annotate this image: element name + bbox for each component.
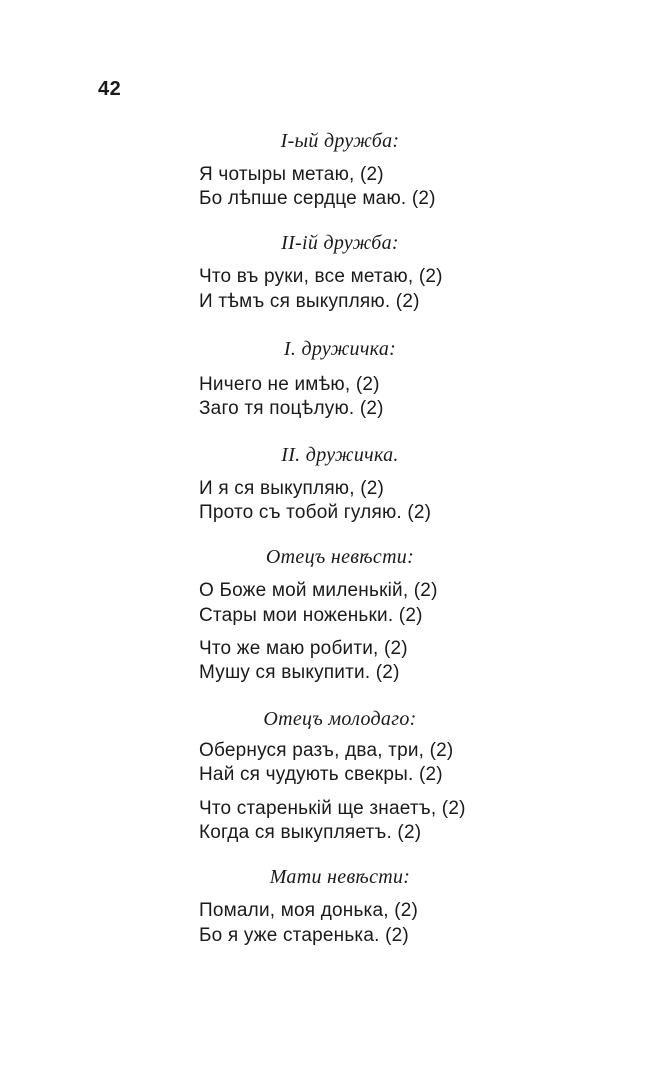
speaker-heading-first-bridesmaid: I. дружичка: xyxy=(283,338,397,360)
verse-line: Когда ся выкупляетъ. (2) xyxy=(199,822,422,843)
verse-line: Най ся чудують свекры. (2) xyxy=(199,764,443,785)
speaker-heading-groom-father: Отецъ молодаго: xyxy=(263,708,417,730)
verse-line: Бо лѣпше сердце маю. (2) xyxy=(199,188,436,209)
verse-line: Ничего не имѣю, (2) xyxy=(199,374,380,395)
verse-line: Заго тя поцѣлую. (2) xyxy=(199,398,384,419)
verse-line: Что старенькій ще знаетъ, (2) xyxy=(199,798,466,819)
speaker-heading-second-bridesmaid: II. дружичка. xyxy=(281,444,399,466)
verse-line: И я ся выкупляю, (2) xyxy=(199,478,385,499)
speaker-heading-second-best-man: II-ій дружба: xyxy=(281,232,399,254)
verse-line: Мушу ся выкупити. (2) xyxy=(199,662,400,683)
verse-line: Помали, моя донька, (2) xyxy=(199,900,419,921)
verse-line: Я чотыры метаю, (2) xyxy=(199,164,384,185)
verse-line: Что же маю робити, (2) xyxy=(199,638,408,659)
verse-line: Что въ руки, все метаю, (2) xyxy=(199,266,443,287)
verse-line: И тѣмъ ся выкупляю. (2) xyxy=(199,291,420,312)
page-number: 42 xyxy=(98,78,122,100)
verse-line: О Боже мой миленькій, (2) xyxy=(199,580,438,601)
verse-line: Обернуся разъ, два, три, (2) xyxy=(199,740,454,761)
verse-line: Прото съ тобой гуляю. (2) xyxy=(199,502,432,523)
speaker-heading-bride-mother: Мати невѣсти: xyxy=(269,866,411,888)
speaker-heading-first-best-man: I-ый дружба: xyxy=(280,130,400,152)
verse-line: Стары мои ноженьки. (2) xyxy=(199,605,423,626)
speaker-heading-bride-father: Отецъ невѣсти: xyxy=(265,546,415,568)
verse-line: Бо я уже старенька. (2) xyxy=(199,925,409,946)
